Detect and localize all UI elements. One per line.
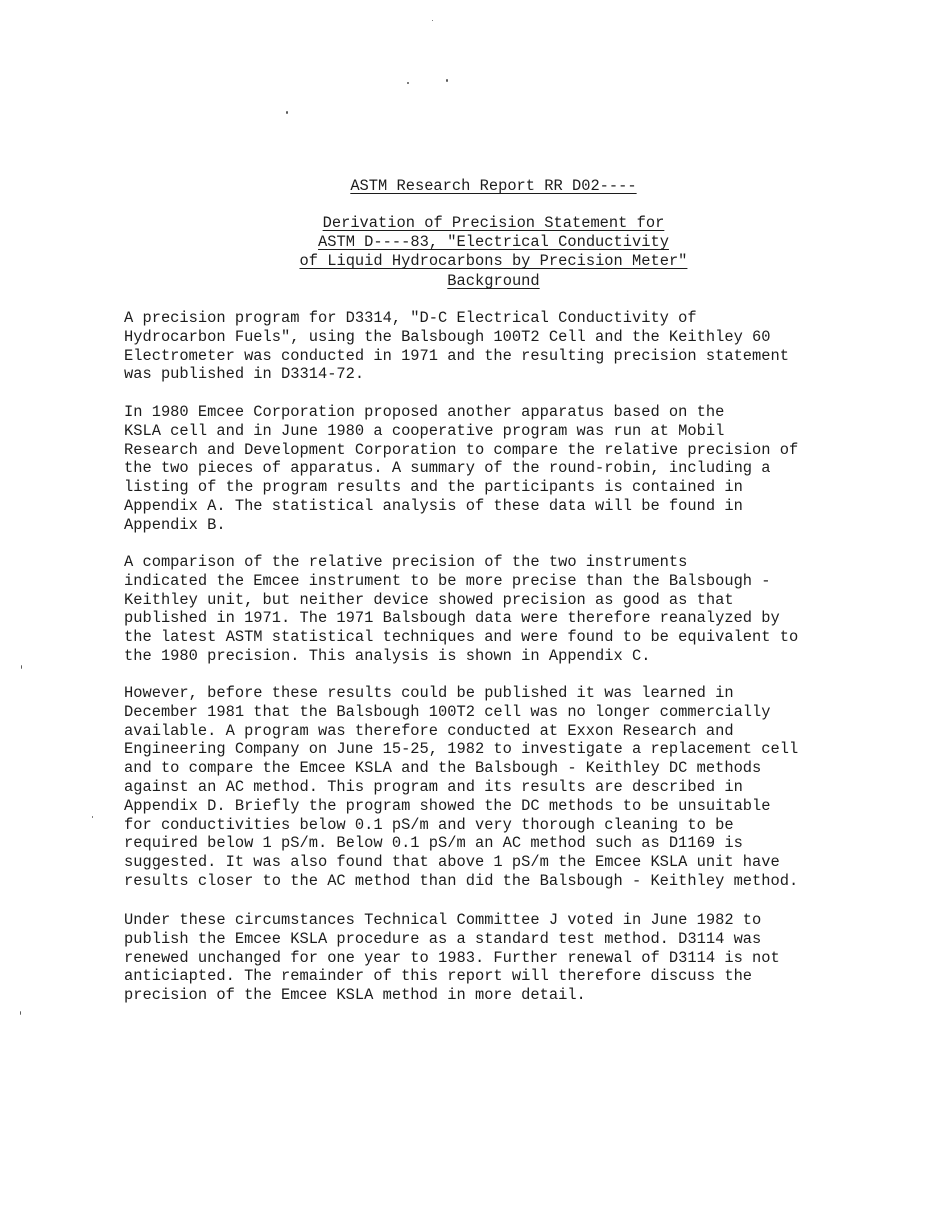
paragraph-comparison: A comparison of the relative precision of the two instruments indicated the Emcee instrument to be more precise than the Balsbough - Keithley unit, but neither device showed precision as good as that published in 1971. The 1971 Balsbough data were therefore reanalyzed by the latest ASTM statistical techniques and were found to be equivalent to the 1980 precision. This analysis is shown in Appendix C.	[124, 553, 799, 665]
section-heading-background: Background	[447, 272, 540, 290]
scan-speck	[92, 816, 93, 818]
paragraph-replacement-cell: However, before these results could be published it was learned in December 1981 that the Balsbough 100T2 cell was no longer commercially available. A program was therefore conducted at Exxon Research and Engineering Company on June 15-25, 1982 to investigate a replacement cell and to compare the Emcee KSLA and the Balsbough - Keithley DC methods against an AC method. This program and its results are described in Appendix D. Briefly the program showed the DC methods to be unsuitable for conductivities below 0.1 pS/m and very thorough cleaning to be required below 1 pS/m. Below 0.1 pS/m an AC method such as D1169 is suggested. It was also found that above 1 pS/m the Emcee KSLA unit have results closer to the AC method than did the Balsbough - Keithley method.	[124, 684, 799, 890]
scan-speck	[432, 20, 433, 21]
paragraph-emcee-proposal: In 1980 Emcee Corporation proposed another apparatus based on the KSLA cell and in June 1980 a cooperative program was run at Mobil Research and Development Corporation to compare the relative precision of the two pieces of apparatus. A summary of the round-robin, including a listing of the program results and the participants is contained in Appendix A. The statistical analysis of these data will be found in Appendix B.	[124, 403, 799, 534]
subtitle-line-3: of Liquid Hydrocarbons by Precision Meter"	[299, 252, 688, 270]
paragraph-committee-vote: Under these circumstances Technical Committee J voted in June 1982 to publish the Emcee KSLA procedure as a standard test method. D3114 was renewed unchanged for one year to 1983. Further renewal of D3114 is not anticiapted. The remainder of this report will therefore discuss the precision of the Emcee KSLA method in more detail.	[124, 911, 780, 1005]
subtitle-line-1: Derivation of Precision Statement for	[322, 214, 665, 232]
scan-speck	[21, 665, 22, 669]
scan-speck	[286, 111, 288, 114]
paragraph-precision-program: A precision program for D3314, "D-C Electrical Conductivity of Hydrocarbon Fuels", using the Balsbough 100T2 Cell and the Keithley 60 Electrometer was conducted in 1971 and the resulting precision statement was published in D3314-72.	[124, 309, 789, 384]
scan-speck	[20, 1011, 21, 1015]
scan-speck	[446, 79, 448, 82]
report-title-text: ASTM Research Report RR D02----	[350, 177, 637, 195]
scan-speck	[407, 82, 409, 84]
subtitle-line-2: ASTM D----83, "Electrical Conductivity	[317, 233, 669, 251]
